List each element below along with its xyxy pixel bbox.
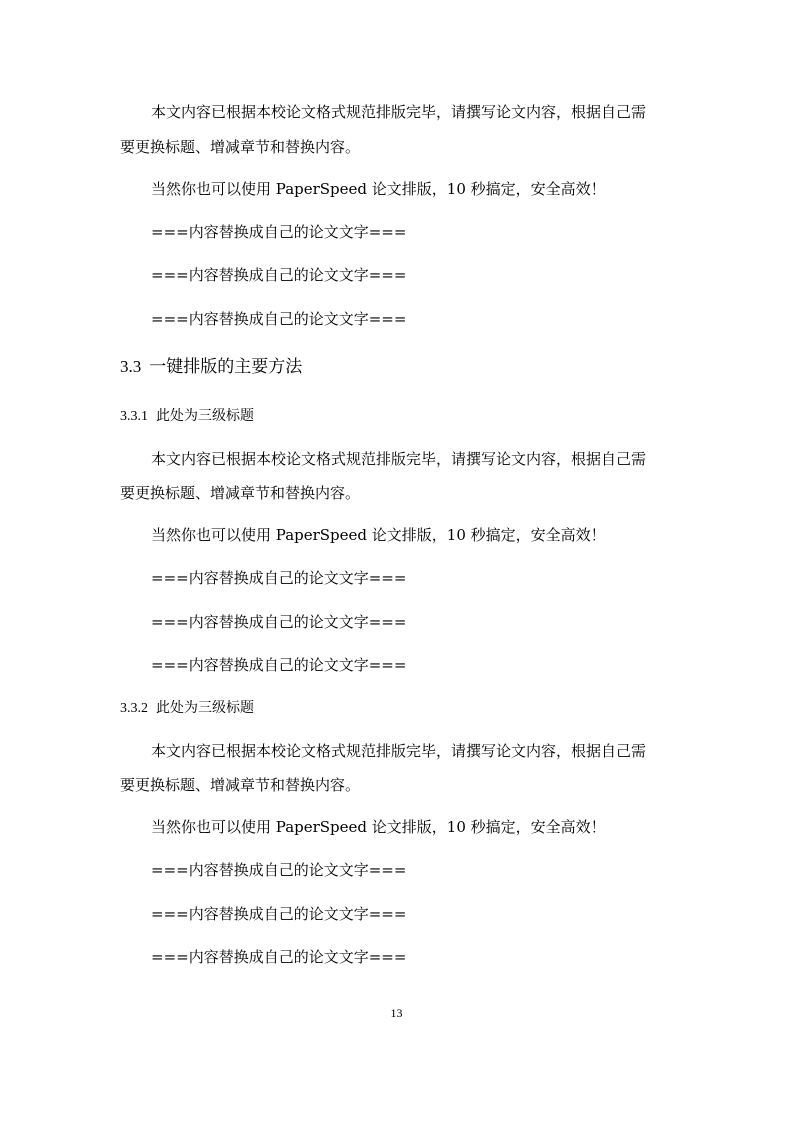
paragraph-line: 要更换标题、增减章节和替换内容。 bbox=[120, 776, 361, 794]
placeholder-text: ===内容替换成自己的论文文字=== bbox=[151, 656, 407, 674]
placeholder-text: ===内容替换成自己的论文文字=== bbox=[151, 905, 407, 923]
paragraph-line: 本文内容已根据本校论文格式规范排版完毕，请撰写论文内容，根据自己需 bbox=[151, 742, 647, 760]
placeholder-text: ===内容替换成自己的论文文字=== bbox=[151, 223, 407, 241]
paragraph-line: 本文内容已根据本校论文格式规范排版完毕，请撰写论文内容，根据自己需 bbox=[151, 450, 647, 468]
paragraph-line: 要更换标题、增减章节和替换内容。 bbox=[120, 484, 361, 502]
section-title: 一键排版的主要方法 bbox=[149, 357, 303, 377]
placeholder-text: ===内容替换成自己的论文文字=== bbox=[151, 613, 407, 631]
page-number: 13 bbox=[390, 1006, 403, 1020]
subsection-title: 此处为三级标题 bbox=[156, 700, 254, 716]
paragraph-line: 要更换标题、增减章节和替换内容。 bbox=[120, 138, 361, 156]
subsection-number: 3.3.1 bbox=[120, 409, 148, 424]
placeholder-text: ===内容替换成自己的论文文字=== bbox=[151, 948, 407, 966]
paragraph: 当然你也可以使用 PaperSpeed 论文排版，10 秒搞定，安全高效！ bbox=[151, 526, 606, 544]
placeholder-text: ===内容替换成自己的论文文字=== bbox=[151, 310, 407, 328]
placeholder-text: ===内容替换成自己的论文文字=== bbox=[151, 569, 407, 587]
paragraph: 当然你也可以使用 PaperSpeed 论文排版，10 秒搞定，安全高效！ bbox=[151, 818, 606, 836]
paragraph: 当然你也可以使用 PaperSpeed 论文排版，10 秒搞定，安全高效！ bbox=[151, 180, 606, 198]
subsection-heading bbox=[120, 406, 254, 427]
section-number: 3.3 bbox=[120, 357, 142, 376]
subsection-number: 3.3.2 bbox=[120, 701, 148, 716]
paragraph-line: 本文内容已根据本校论文格式规范排版完毕，请撰写论文内容，根据自己需 bbox=[151, 103, 647, 121]
placeholder-text: ===内容替换成自己的论文文字=== bbox=[151, 266, 407, 284]
section-heading bbox=[120, 356, 302, 378]
subsection-title: 此处为三级标题 bbox=[156, 408, 254, 424]
subsection-heading bbox=[120, 698, 254, 719]
placeholder-text: ===内容替换成自己的论文文字=== bbox=[151, 861, 407, 879]
